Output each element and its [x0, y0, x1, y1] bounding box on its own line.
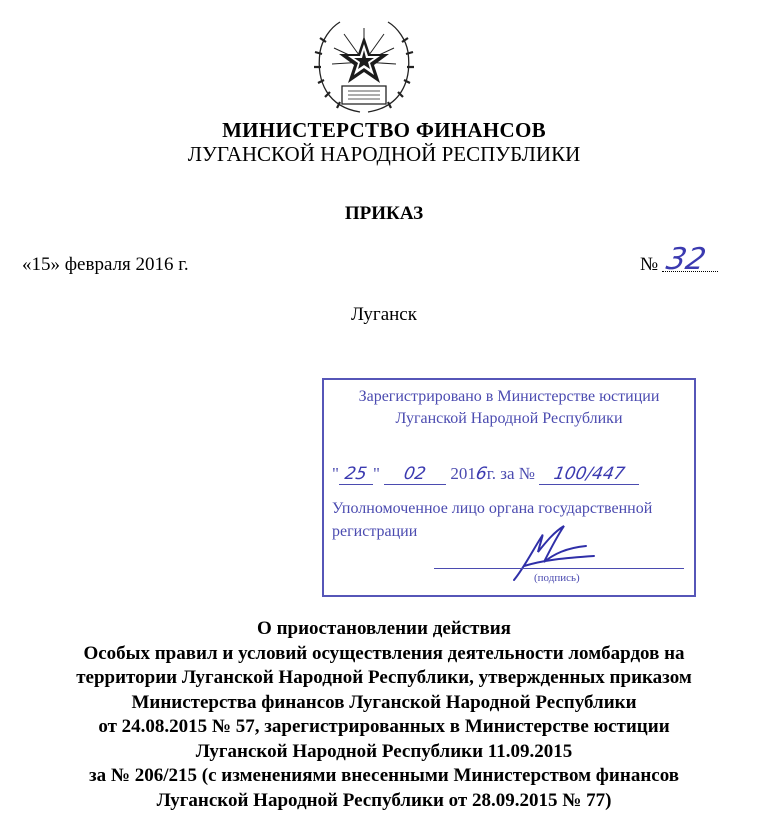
stamp-line2: Луганской Народной Республики	[395, 410, 623, 427]
order-number-label: №	[640, 254, 659, 275]
subject-line: Особых правил и условий осуществления деятельности ломбардов на	[83, 642, 685, 664]
city: Луганск	[351, 304, 417, 325]
stamp-year-label: г. за №	[486, 464, 536, 483]
stamp-day: 25	[343, 464, 369, 484]
coat-of-arms-emblem	[308, 12, 420, 122]
subject-line: Министерства финансов Луганской Народной Республики	[131, 691, 637, 713]
order-number-underline	[662, 271, 718, 272]
ministry-subtitle: ЛУГАНСКОЙ НАРОДНОЙ РЕСПУБЛИКИ	[187, 142, 581, 166]
registration-stamp	[322, 378, 696, 597]
signature-line	[434, 568, 684, 569]
order-subject	[0, 617, 768, 813]
stamp-year-prefix: 201	[450, 464, 476, 483]
stamp-registration-line: " 25 " 02 2016г. за № 100/447	[332, 464, 639, 485]
subject-line: О приостановлении действия	[257, 618, 511, 639]
ministry-title: МИНИСТЕРСТВО ФИНАНСОВ	[222, 118, 546, 142]
stamp-year-suffix: 6	[474, 464, 489, 484]
subject-line: Луганской Народной Республики 11.09.2015	[195, 740, 573, 762]
stamp-line5: регистрации	[332, 523, 418, 540]
stamp-line4: Уполномоченное лицо органа государственной	[332, 500, 653, 517]
order-number-handwritten: 32	[663, 242, 709, 277]
stamp-line1: Зарегистрировано в Министерстве юстиции	[358, 388, 660, 405]
document-title: ПРИКАЗ	[344, 203, 424, 224]
subject-line: от 24.08.2015 № 57, зарегистрированных в Министерстве юстиции	[98, 716, 670, 737]
subject-line: территории Луганской Народной Республики, утвержденных приказом	[76, 667, 692, 688]
order-date: «15» февраля 2016 г.	[22, 254, 189, 275]
signature-caption: (подпись)	[534, 572, 580, 584]
subject-line: Луганской Народной Республики от 28.09.2015 № 77)	[156, 789, 612, 811]
stamp-reg-number: 100/447	[552, 464, 627, 484]
stamp-month: 02	[402, 464, 428, 484]
subject-line: за № 206/215 (с изменениями внесенными Министерством финансов	[89, 765, 679, 786]
